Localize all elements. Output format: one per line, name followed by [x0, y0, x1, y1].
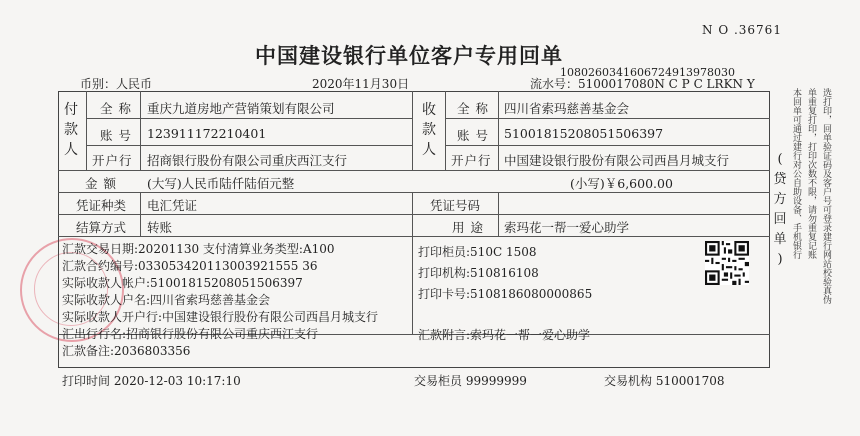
detail-line: 实际收款人开户行:中国建设银行股份有限公司西昌月城支行 [62, 310, 379, 324]
payer-side-label: 付 款 人 [64, 102, 78, 158]
payee-side-label: 收 款 人 [422, 102, 436, 158]
document-number: N O .36761 [702, 23, 782, 37]
flow-number-label: 流水号： [530, 77, 579, 91]
payee-account: 510018152080515063​97 [504, 126, 664, 141]
transaction-institution: 交易机构 510001708 [604, 374, 725, 388]
side-note-self-service: 本回单可通过建行对公自助设备、手机银行 [791, 88, 801, 259]
side-note-reprint: 单重复打印，打印次数不限，请勿重复记账 [806, 88, 816, 259]
amount-in-words: (大写)人民币陆仟陆佰元整 [147, 176, 295, 191]
print-card-number: 打印卡号:5108186080000865 [418, 287, 593, 301]
payer-account-label: 账 号 [100, 128, 132, 143]
voucher-type-label: 凭证种类 [76, 198, 127, 213]
payer-account: 123911172210401 [147, 126, 267, 141]
detail-line: 实际收款人户名:四川省索玛慈善基金会 [62, 293, 271, 307]
purpose-label: 用 途 [452, 220, 484, 235]
credit-receipt-side-label: ( 贷 方 回 单 ) [773, 152, 787, 267]
amount-in-figures: (小写)￥6,600.00 [570, 176, 673, 191]
payer-name-label: 全 称 [100, 101, 132, 116]
currency [80, 75, 152, 92]
payer-bank-label: 开户行 [92, 153, 133, 168]
payee-bank: 中国建设银行股份有限公司西昌月城支行 [504, 153, 730, 168]
currency-label: 币别： [80, 77, 117, 91]
print-institution: 打印机构:510816108 [418, 266, 539, 280]
serial-number: 1080260341606724913978030 [560, 66, 735, 79]
voucher-number-label: 凭证号码 [430, 198, 481, 213]
voucher-type-value: 电汇凭证 [147, 198, 198, 213]
payee-bank-label: 开户行 [451, 153, 492, 168]
settlement-method-label: 结算方式 [76, 220, 127, 235]
payer-name: 重庆九道房地产营销策划有限公司 [147, 101, 335, 116]
print-teller: 打印柜员:510C 1508 [418, 245, 537, 259]
payee-account-label: 账 号 [457, 128, 489, 143]
page-title: 中国建设银行单位客户专用回单 [255, 44, 563, 68]
qr-code-icon [705, 241, 749, 285]
print-time: 打印时间 2020-12-03 10:17:10 [62, 374, 241, 388]
flow-number-value: 5100017080N C P C LRKN Y [578, 77, 755, 91]
detail-line: 汇出行行名:招商银行股份有限公司重庆西江支行 [62, 327, 319, 341]
payer-bank: 招商银行股份有限公司重庆西江支行 [147, 153, 348, 168]
detail-line: 汇款合约编号:033053420113003921555 36 [62, 259, 318, 273]
settlement-method-value: 转账 [147, 220, 173, 235]
transaction-teller: 交易柜员 99999999 [414, 374, 527, 388]
flow-number [530, 75, 755, 92]
detail-line: 汇款备注:2036803356 [62, 344, 191, 358]
payee-name: 四川省索玛慈善基金会 [504, 101, 630, 116]
currency-value: 人民币 [116, 77, 153, 91]
detail-line: 汇款交易日期:20201130 支付清算业务类型:A100 [62, 242, 335, 256]
purpose-value: 索玛花一帮一爱心助学 [504, 220, 630, 235]
amount-label: 金 额 [85, 176, 117, 191]
payee-name-label: 全 称 [457, 101, 489, 116]
transaction-date: 2020年11月30日 [312, 77, 410, 91]
remittance-note: 汇款附言:索玛花一帮一爱心助学 [418, 328, 591, 342]
side-note-verification: 选打印，回单验证码及客户号可登录建行网站校验真伪 [821, 88, 831, 304]
detail-line: 实际收款人帐户:51001815208051506397 [62, 276, 303, 290]
